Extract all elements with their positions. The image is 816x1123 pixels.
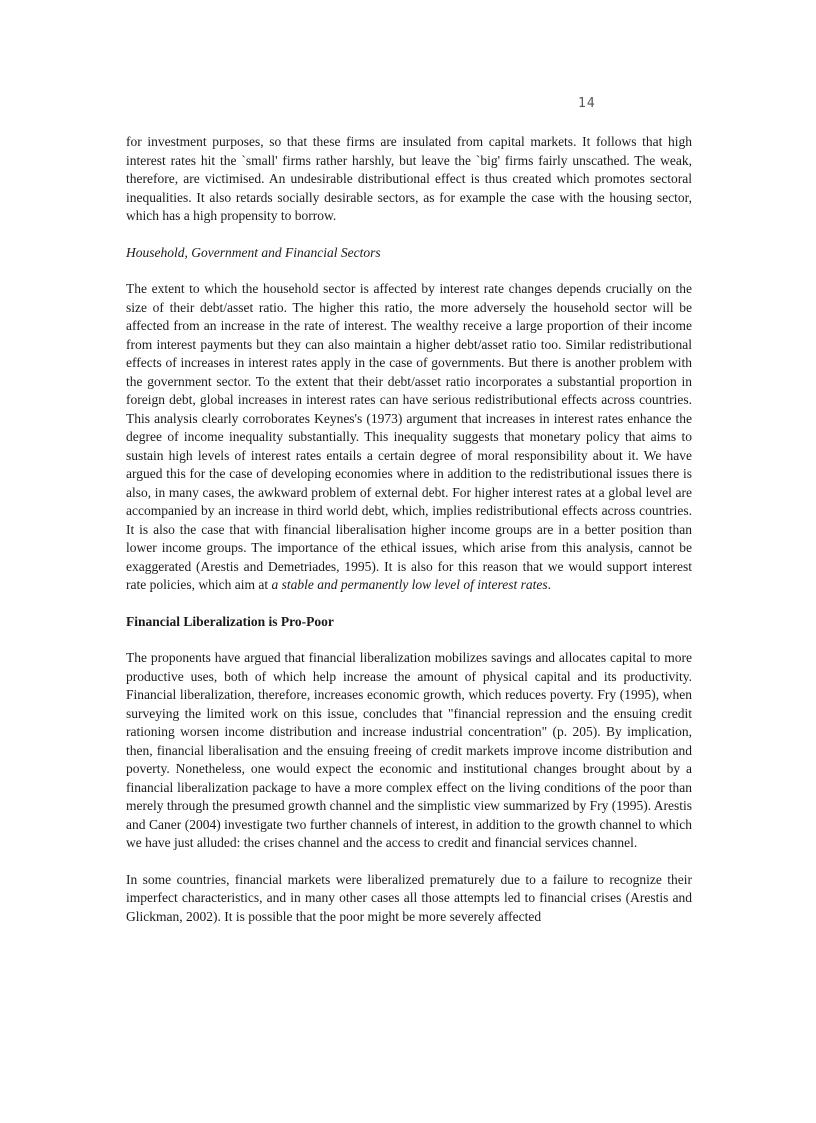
- document-body: [126, 133, 692, 926]
- page-number: 14: [578, 96, 596, 111]
- paragraph-household-emphasis: a stable and permanently low level of interest rates: [271, 577, 548, 592]
- section-heading: Financial Liberalization is Pro-Poor: [126, 613, 334, 629]
- section-subheading: Household, Government and Financial Sectors: [126, 244, 381, 260]
- paragraph-pro-poor: The proponents have argued that financial liberalization mobilizes savings and allocates capital to more productive uses, both of which help increase the amount of physical capital and its productivity. Financial liberalization, therefore, increases economic growth, which reduces poverty. Fry (1995), when surveying the limited work on this issue, concludes that "financial repression and the ensuing credit rationing worsen income distribution and increase industrial concentration" (p. 205). By implication, then, financial liberalisation and the ensuing freeing of credit markets improve income distribution and poverty. Nonetheless, one would expect the economic and institutional changes brought about by a financial liberalization package to have a more complex effect on the living conditions of the poor than merely through the presumed growth channel and the simplistic view summarized by Fry (1995). Arestis and Caner (2004) investigate two further channels of interest, in addition to the growth channel to which we have just alluded: the crises channel and the access to credit and financial services channel.: [126, 650, 692, 850]
- paragraph-household-end: .: [547, 577, 552, 592]
- paragraph-firms: for investment purposes, so that these firms are insulated from capital markets. It follows that high interest rates hit the `small' firms rather harshly, but leave the `big' firms fairly unscathed. The weak, therefore, are victimised. An undesirable distributional effect is thus created which promotes sectoral inequalities. It also retards socially desirable sectors, as for example the case with the housing sector, which has a high propensity to borrow.: [126, 134, 692, 223]
- paragraph-crises: In some countries, financial markets were liberalized prematurely due to a failure to recognize their imperfect characteristics, and in many other cases all those attempts led to financial crises (Arestis and Glickman, 2002). It is possible that the poor might be more severely affected: [126, 871, 692, 924]
- paragraph-household-text: The extent to which the household sector is affected by interest rate changes depends crucially on the size of their debt/asset ratio. The higher this ratio, the more adversely the household sector will be affected from an increase in the rate of interest. The wealthy receive a large proportion of their income from interest payments but they can also maintain a higher debt/asset ratio too. Similar redistributional effects of increases in interest rates apply in the case of governments. But there is another problem with the government sector. To the extent that their debt/asset ratio incorporates a substantial proportion in foreign debt, global increases in interest rates can have serious redistributional effects across countries. This analysis clearly corroborates Keynes's (1973) argument that increases in interest rates enhance the degree of income inequality substantially. This inequality suggests that monetary policy that aims to sustain high levels of interest rates entails a certain degree of moral responsibility about it. We have argued this for the case of developing economies where in addition to the redistributional issues there is also, in many cases, the awkward problem of external debt. For higher interest rates at a global level are accompanied by an increase in third world debt, which, implies redistributional effects across countries. It is also the case that with financial liberalisation higher income groups are in a better position than lower income groups. The importance of the ethical issues, which arise from this analysis, cannot be exaggerated (Arestis and Demetriades, 1995). It is also for this reason that we would support interest rate policies, which aim at: [126, 281, 692, 592]
- paragraph-household: [126, 280, 692, 595]
